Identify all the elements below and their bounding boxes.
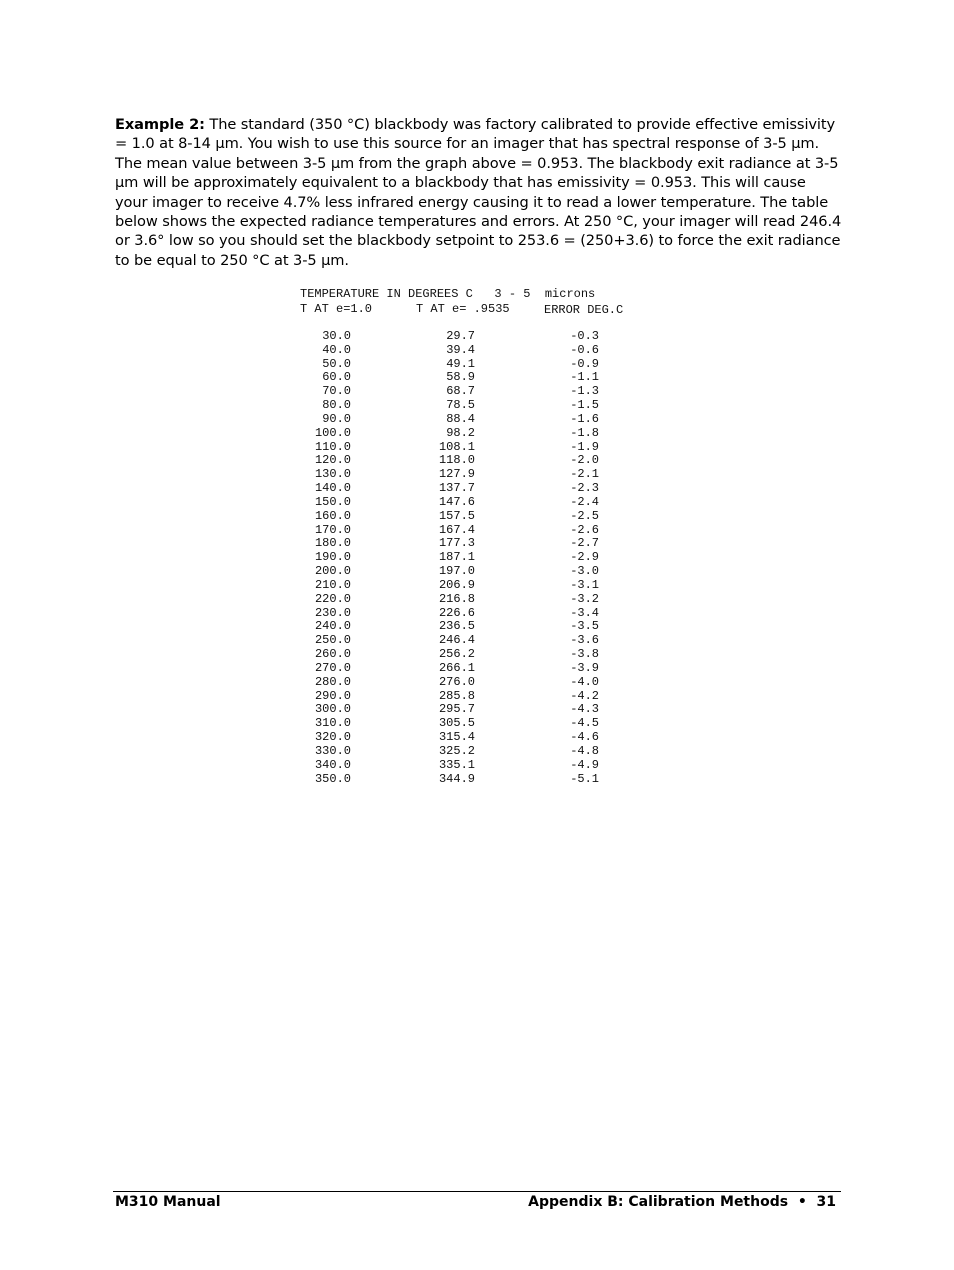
- error-cell: -5.1: [570, 771, 599, 786]
- error-cell: -2.6: [570, 522, 599, 537]
- table-row: [300, 702, 645, 716]
- footer-manual-title: M310 Manual: [115, 1194, 221, 1210]
- table-row: [300, 357, 645, 371]
- temp-e1-cell: 240.0: [314, 619, 351, 634]
- temp-e09535-cell: 295.7: [438, 702, 475, 717]
- temp-e1-cell: 260.0: [314, 647, 351, 662]
- error-cell: -2.7: [570, 536, 599, 551]
- table-row: [300, 744, 645, 758]
- temp-e09535-cell: 206.9: [438, 577, 475, 592]
- error-cell: -4.9: [570, 757, 599, 772]
- temp-e1-cell: 30.0: [322, 329, 351, 343]
- example-text: The standard (350 °C) blackbody was factory calibrated to provide effective emissivity = 1.0 at 8-14 µm. You wish to use this source for an imager that has spectral response of 3-5 µm. The mean value between 3-5 µm from the graph above = 0.953. The blackbody exit radiance at 3-5 µm will be approximately equivalent to a blackbody that has emissivity = 0.953. This will cause your imager to receive 4.7% less infrared energy causing it to read a lower temperature. The table below shows the expected radiance temperatures and errors. At 250 °C, your imager will read 246.4 or 3.6° low so you should set the blackbody setpoint to 253.6 = (250+3.6) to force the exit radiance to be equal to 250 °C at 3-5 µm.: [115, 116, 842, 269]
- table-row: [300, 481, 645, 495]
- temp-e1-cell: 80.0: [322, 398, 351, 413]
- temp-e1-cell: 210.0: [314, 577, 351, 592]
- error-cell: -4.0: [570, 674, 599, 689]
- temp-e09535-cell: 315.4: [438, 730, 475, 745]
- error-cell: -3.0: [570, 564, 599, 579]
- temp-e1-cell: 140.0: [314, 481, 351, 496]
- error-cell: -1.5: [570, 398, 599, 413]
- temp-e09535-cell: 246.4: [438, 633, 475, 648]
- error-cell: -3.5: [570, 619, 599, 634]
- temp-e1-cell: 310.0: [314, 716, 351, 731]
- error-cell: -2.4: [570, 494, 599, 509]
- temp-e09535-cell: 197.0: [438, 564, 475, 579]
- error-cell: -4.2: [570, 688, 599, 703]
- error-cell: -0.6: [570, 342, 599, 357]
- table-row: [300, 633, 645, 647]
- temp-e1-cell: 300.0: [314, 702, 351, 717]
- temp-e09535-cell: 137.7: [438, 481, 475, 496]
- error-cell: -0.3: [570, 329, 599, 343]
- table-row: [300, 661, 645, 675]
- temp-e09535-cell: 325.2: [438, 743, 475, 758]
- table-row: [300, 329, 645, 343]
- table-row: [300, 675, 645, 689]
- column-header-error: ERROR DEG.C: [544, 303, 624, 317]
- temp-e09535-cell: 167.4: [438, 522, 475, 537]
- table-row: [300, 536, 645, 550]
- error-cell: -4.6: [570, 730, 599, 745]
- temp-e1-cell: 120.0: [314, 453, 351, 468]
- temp-e09535-cell: 177.3: [438, 536, 475, 551]
- temp-e09535-cell: 108.1: [438, 439, 475, 454]
- column-header-t-e1: T AT e=1.0: [300, 302, 373, 316]
- footer-section-page: Appendix B: Calibration Methods • 31: [528, 1194, 836, 1210]
- temp-e1-cell: 270.0: [314, 660, 351, 675]
- temp-e09535-cell: 118.0: [438, 453, 475, 468]
- temp-e09535-cell: 98.2: [446, 425, 475, 440]
- example-paragraph: [115, 115, 842, 270]
- temp-e09535-cell: 256.2: [438, 647, 475, 662]
- temp-e09535-cell: 266.1: [438, 660, 475, 675]
- table-row: [300, 592, 645, 606]
- temp-e09535-cell: 285.8: [438, 688, 475, 703]
- table-row: [300, 440, 645, 454]
- temp-e09535-cell: 58.9: [446, 370, 475, 385]
- error-cell: -4.5: [570, 716, 599, 731]
- temp-e09535-cell: 68.7: [446, 384, 475, 399]
- temp-e1-cell: 280.0: [314, 674, 351, 689]
- temp-e09535-cell: 157.5: [438, 508, 475, 523]
- table-row: [300, 606, 645, 620]
- table-row: [300, 495, 645, 509]
- temp-e1-cell: 350.0: [314, 771, 351, 786]
- error-cell: -4.8: [570, 743, 599, 758]
- error-cell: -2.9: [570, 550, 599, 565]
- temp-e09535-cell: 29.7: [446, 329, 475, 343]
- temp-e1-cell: 200.0: [314, 564, 351, 579]
- table-row: [300, 384, 645, 398]
- error-cell: -3.9: [570, 660, 599, 675]
- table-row: [300, 647, 645, 661]
- column-header-t-e09535: T AT e= .9535: [416, 302, 510, 316]
- table-row: [300, 758, 645, 772]
- temp-e1-cell: 150.0: [314, 494, 351, 509]
- table-row: [300, 426, 645, 440]
- error-cell: -3.6: [570, 633, 599, 648]
- temp-e09535-cell: 88.4: [446, 411, 475, 426]
- table-body: [300, 329, 645, 785]
- table-row: [300, 619, 645, 633]
- error-cell: -3.1: [570, 577, 599, 592]
- error-cell: -1.3: [570, 384, 599, 399]
- table-row: [300, 564, 645, 578]
- temp-e09535-cell: 276.0: [438, 674, 475, 689]
- temp-e1-cell: 130.0: [314, 467, 351, 482]
- temp-e1-cell: 60.0: [322, 370, 351, 385]
- table-row: [300, 578, 645, 592]
- table-row: [300, 730, 645, 744]
- error-cell: -3.4: [570, 605, 599, 620]
- temp-e1-cell: 320.0: [314, 730, 351, 745]
- error-cell: -1.1: [570, 370, 599, 385]
- temp-e09535-cell: 127.9: [438, 467, 475, 482]
- temp-e1-cell: 110.0: [314, 439, 351, 454]
- temp-e1-cell: 340.0: [314, 757, 351, 772]
- temp-e1-cell: 90.0: [322, 411, 351, 426]
- table-row: [300, 453, 645, 467]
- error-cell: -4.3: [570, 702, 599, 717]
- temp-e1-cell: 250.0: [314, 633, 351, 648]
- error-cell: -3.8: [570, 647, 599, 662]
- temp-e09535-cell: 49.1: [446, 356, 475, 371]
- temp-e1-cell: 290.0: [314, 688, 351, 703]
- table-row: [300, 370, 645, 384]
- temp-e09535-cell: 147.6: [438, 494, 475, 509]
- table-row: [300, 716, 645, 730]
- temp-e1-cell: 50.0: [322, 356, 351, 371]
- temp-e09535-cell: 305.5: [438, 716, 475, 731]
- temp-e1-cell: 190.0: [314, 550, 351, 565]
- table-row: [300, 509, 645, 523]
- table-row: [300, 550, 645, 564]
- temp-e09535-cell: 187.1: [438, 550, 475, 565]
- temp-e1-cell: 230.0: [314, 605, 351, 620]
- temp-e1-cell: 220.0: [314, 591, 351, 606]
- error-cell: -1.8: [570, 425, 599, 440]
- table-row: [300, 772, 645, 786]
- table-title: TEMPERATURE IN DEGREES C 3 - 5 microns: [300, 287, 596, 301]
- error-cell: -2.1: [570, 467, 599, 482]
- error-cell: -2.0: [570, 453, 599, 468]
- temp-e09535-cell: 226.6: [438, 605, 475, 620]
- temp-e1-cell: 330.0: [314, 743, 351, 758]
- radiance-table: [300, 286, 645, 786]
- temp-e09535-cell: 344.9: [438, 771, 475, 786]
- temp-e1-cell: 100.0: [314, 425, 351, 440]
- footer-divider: [113, 1191, 841, 1192]
- table-row: [300, 523, 645, 537]
- temp-e09535-cell: 216.8: [438, 591, 475, 606]
- temp-e09535-cell: 236.5: [438, 619, 475, 634]
- example-label: Example 2:: [115, 116, 205, 133]
- table-row: [300, 412, 645, 426]
- temp-e1-cell: 180.0: [314, 536, 351, 551]
- table-row: [300, 343, 645, 357]
- error-cell: -0.9: [570, 356, 599, 371]
- temp-e09535-cell: 335.1: [438, 757, 475, 772]
- temp-e09535-cell: 39.4: [446, 342, 475, 357]
- temp-e1-cell: 160.0: [314, 508, 351, 523]
- table-row: [300, 398, 645, 412]
- error-cell: -2.3: [570, 481, 599, 496]
- error-cell: -2.5: [570, 508, 599, 523]
- temp-e1-cell: 40.0: [322, 342, 351, 357]
- error-cell: -3.2: [570, 591, 599, 606]
- error-cell: -1.6: [570, 411, 599, 426]
- temp-e1-cell: 70.0: [322, 384, 351, 399]
- table-row: [300, 689, 645, 703]
- temp-e1-cell: 170.0: [314, 522, 351, 537]
- temp-e09535-cell: 78.5: [446, 398, 475, 413]
- table-row: [300, 467, 645, 481]
- table-header: [300, 286, 645, 322]
- error-cell: -1.9: [570, 439, 599, 454]
